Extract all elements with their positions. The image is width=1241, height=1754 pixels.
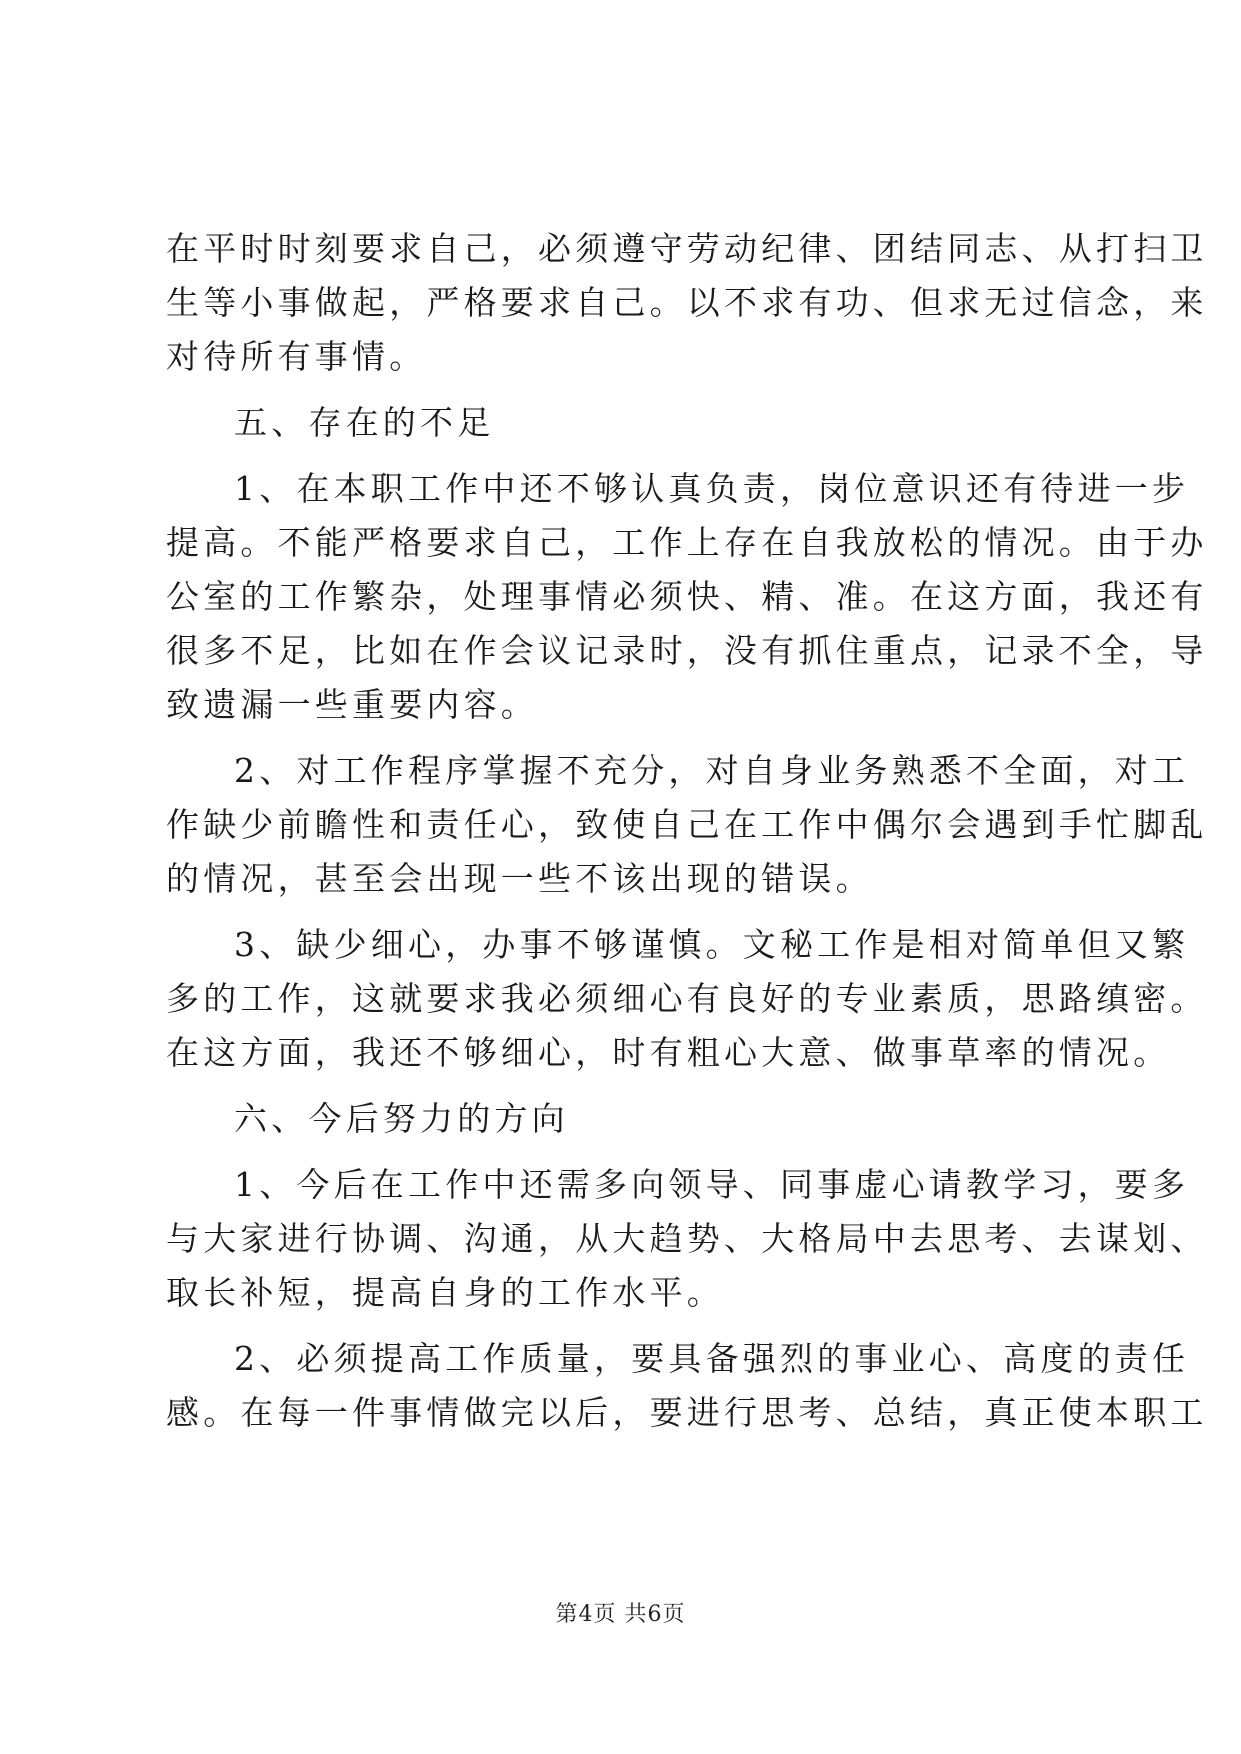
- text-line: 致遗漏一些重要内容。: [166, 685, 538, 724]
- paragraph: [166, 396, 1078, 450]
- text-line: 对待所有事情。: [166, 337, 427, 376]
- text-line: 3、缺少细心，办事不够谨慎。文秘工作是相对简单但又繁: [234, 925, 1190, 964]
- text-line: 2、对工作程序掌握不充分，对自身业务熟悉不全面，对工: [234, 751, 1190, 790]
- paragraph: [166, 1092, 1078, 1146]
- paragraph: [166, 462, 1208, 732]
- paragraph: [166, 744, 1208, 906]
- paragraph: [166, 1158, 1208, 1320]
- text-line: 在这方面，我还不够细心，时有粗心大意、做事草率的情况。: [166, 1033, 1171, 1072]
- text-line: 生等小事做起，严格要求自己。以不求有功、但求无过信念，来: [166, 283, 1208, 322]
- page-footer: 第4页 共6页: [555, 1602, 686, 1627]
- text-line: 五、存在的不足: [234, 403, 495, 442]
- paragraph: [166, 222, 1208, 384]
- paragraph: [166, 1332, 1208, 1440]
- paragraph: [166, 918, 1208, 1080]
- text-line: 作缺少前瞻性和责任心，致使自己在工作中偶尔会遇到手忙脚乱: [166, 805, 1208, 844]
- text-line: 提高。不能严格要求自己，工作上存在自我放松的情况。由于办: [166, 523, 1208, 562]
- text-line: 2、必须提高工作质量，要具备强烈的事业心、高度的责任: [234, 1339, 1190, 1378]
- text-line: 的情况，甚至会出现一些不该出现的错误。: [166, 859, 873, 898]
- text-line: 1、今后在工作中还需多向领导、同事虚心请教学习，要多: [234, 1165, 1190, 1204]
- text-line: 1、在本职工作中还不够认真负责，岗位意识还有待进一步: [234, 469, 1190, 508]
- text-line: 感。在每一件事情做完以后，要进行思考、总结，真正使本职工: [166, 1393, 1208, 1432]
- text-line: 六、今后努力的方向: [234, 1099, 569, 1138]
- text-line: 取长补短，提高自身的工作水平。: [166, 1273, 724, 1312]
- text-line: 在平时时刻要求自己，必须遵守劳动纪律、团结同志、从打扫卫: [166, 229, 1208, 268]
- text-line: 与大家进行协调、沟通，从大趋势、大格局中去思考、去谋划、: [166, 1219, 1208, 1258]
- text-line: 多的工作，这就要求我必须细心有良好的专业素质，思路缜密。: [166, 979, 1208, 1018]
- document-body: [166, 222, 1208, 1452]
- text-line: 很多不足，比如在作会议记录时，没有抓住重点，记录不全，导: [166, 631, 1208, 670]
- text-line: 公室的工作繁杂，处理事情必须快、精、准。在这方面，我还有: [166, 577, 1208, 616]
